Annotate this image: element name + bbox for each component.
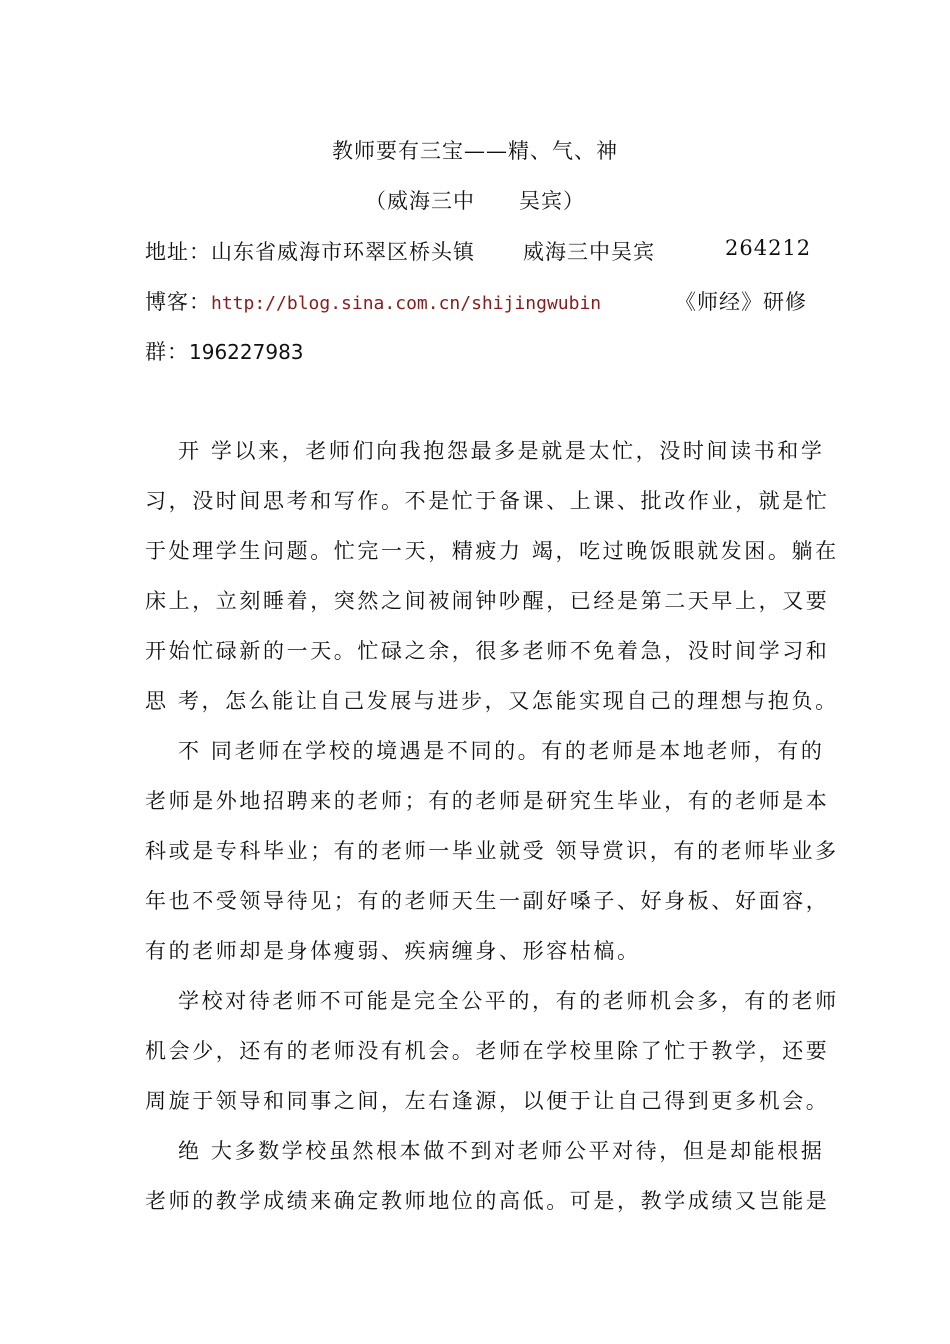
body-line: 科或是专科毕业；有的老师一毕业就受 领导赏识，有的老师毕业多 [145,839,839,863]
address-school: 威海三中吴宾 [523,240,655,264]
body-line: 不 同老师在学校的境遇是不同的。有的老师是本地老师，有的 [178,739,825,763]
body-line: 于处理学生问题。忙完一天，精疲力 竭，吃过晚饭眼就发困。躺在 [145,539,839,563]
body-line: 思 考，怎么能让自己发展与进步，又怎能实现自己的理想与抱负。 [145,689,839,713]
body-line: 床上，立刻睡着，突然之间被闹钟吵醒，已经是第二天早上，又要 [145,589,830,613]
body-line: 开 学以来，老师们向我抱怨最多是就是太忙，没时间读书和学 [178,439,825,463]
body-line: 机会少，还有的老师没有机会。老师在学校里除了忙于教学，还要 [145,1039,830,1063]
body-line: 绝 大多数学校虽然根本做不到对老师公平对待，但是却能根据 [178,1139,825,1163]
body-line: 周旋于领导和同事之间，左右逢源，以便于让自己得到更多机会。 [145,1089,830,1113]
address-line [145,236,812,266]
blog-line [145,286,805,316]
address-zip: 264212 [725,236,812,260]
body-line: 开始忙碌新的一天。忙碌之余，很多老师不免着急，没时间学习和 [145,639,830,663]
address-label: 地址：山东省威海市环翠区桥头镇 [145,240,475,264]
group-number: 196227983 [189,340,304,364]
blog-label: 博客： [145,290,211,314]
subtitle-school: （威海三中 [365,189,475,213]
blog-link[interactable]: http://blog.sina.com.cn/shijingwubin [211,293,602,314]
body-line: 老师的教学成绩来确定教师地位的高低。可是，教学成绩又岂能是 [145,1189,830,1213]
group-label: 《师经》研修 [675,290,807,314]
body-line: 年也不受领导待见；有的老师天生一副好嗓子、好身板、好面容， [145,889,830,913]
body-text [145,426,839,1226]
body-line: 学校对待老师不可能是完全公平的，有的老师机会多，有的老师 [178,989,839,1013]
body-line: 习，没时间思考和写作。不是忙于备课、上课、批改作业，就是忙 [145,489,830,513]
body-line: 老师是外地招聘来的老师；有的老师是研究生毕业，有的老师是本 [145,789,830,813]
subtitle-author: 吴宾） [519,189,585,213]
document-title: 教师要有三宝——精、气、神 [332,139,618,163]
group-label-cont: 群： [145,340,189,364]
body-line: 有的老师却是身体瘦弱、疾病缠身、形容枯槁。 [145,939,641,963]
group-line [145,336,805,366]
document-subtitle [0,185,950,215]
